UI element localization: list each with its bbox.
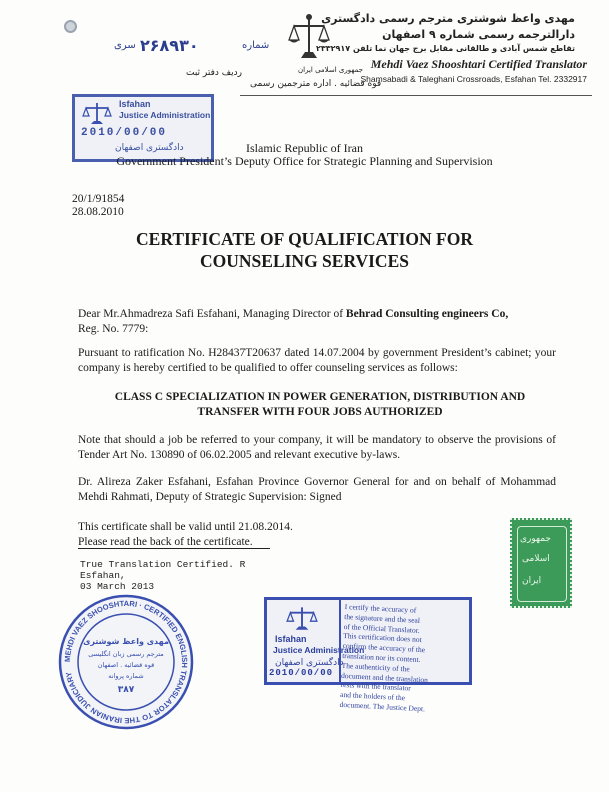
seal-number: ۳۸۷	[117, 685, 135, 695]
seal-outer-text: MEHDI VAEZ SHOOSHTARI · CERTIFIED ENGLISH TRANSLATOR TO THE IRANIAN JUDICIARY	[62, 598, 190, 726]
stamp-top-dept: Justice Administration	[119, 110, 211, 120]
serial-label: شماره	[242, 40, 270, 51]
header-address-en: Shamsabadi & Taleghani Crossroads, Esfahan Tel. 2332917	[360, 74, 587, 84]
stamp-top-code: 2010/00/00	[81, 127, 168, 139]
translation-certification	[80, 559, 245, 592]
punch-hole	[64, 20, 77, 33]
class-line-2: TRANSFER WITH FOUR JOBS AUTHORIZED	[197, 406, 443, 418]
salutation-text: Dear Mr.Ahmadreza Safi Esfahani, Managing Director of	[78, 308, 346, 320]
justice-emblem	[286, 12, 332, 73]
translator-seal	[56, 592, 196, 732]
cert-line-3: 03 March 2013	[80, 581, 155, 592]
revenue-stamp-line-2: اسلامی	[522, 554, 550, 564]
salutation	[78, 307, 556, 337]
validity-block	[78, 520, 293, 550]
seal-fa-4: شماره پروانه	[108, 672, 144, 680]
header-judiciary-fa: قوه قضائیه . اداره مترجمین رسمی	[250, 79, 382, 89]
validity-line: This certificate shall be valid until 21.08.2014.	[78, 521, 293, 533]
scales-icon	[286, 12, 332, 68]
stamp-bottom-text: I certify the accuracy of the signature and the seal of the Official Translator. This certification does not confirm the accuracy of the translation nor its content. The authenticity of the document and the translation rests with the translator and the holders of the document. The Justice Dept.	[339, 602, 429, 714]
class-line-1: CLASS C SPECIALIZATION IN POWER GENERATION, DISTRIBUTION AND	[114, 391, 526, 403]
scales-icon	[81, 100, 113, 126]
signatory-paragraph: Dr. Alireza Zaker Esfahani, Esfahan Province Governor General for and on behalf of Mohammad Mehdi Rahmati, Deputy of Strategic Supervision: Signed	[78, 476, 556, 503]
office-line: Government President’s Deputy Office for Strategic Planning and Supervision	[116, 154, 493, 168]
certificate-title	[0, 228, 609, 272]
registration-number: Reg. No. 7779:	[78, 323, 149, 335]
header-address-fa: تقاطع شمس آبادی و طالقانی مقابل برج جهان نما تلفن ۲۳۳۲۹۱۷	[316, 44, 575, 53]
pursuant-paragraph: Pursuant to ratification No. H28437T20637 dated 14.07.2004 by government President’s cabinet; your company is hereby certified to be qualified to offer counseling services as follows:	[78, 347, 556, 374]
note-paragraph: Note that should a job be referred to your company, it will be mandatory to observe the provisions of Tender Art No. 130890 of 06.02.2005 and relevant executive by-laws.	[78, 434, 556, 461]
revenue-stamp	[510, 518, 572, 608]
header-translator-name-fa: مهدی واعظ شوشتری مترجم رسمی دادگستری	[321, 12, 575, 25]
emblem-caption: جمهوری اسلامی ایران	[298, 66, 363, 74]
cert-line-2: Esfahan,	[80, 570, 126, 581]
country-line: Islamic Republic of Iran	[246, 141, 363, 155]
seal-fa-2: مترجم رسمی زبان انگلیسی	[88, 650, 164, 658]
serial-series: سری	[114, 40, 136, 51]
seal-fa-1: مهدی واعظ شوشتری	[83, 637, 169, 646]
back-notice: Please read the back of the certificate.	[78, 536, 253, 548]
reference-number: 20/1/91854	[72, 193, 125, 205]
scales-icon	[285, 604, 319, 632]
company-name: Behrad Consulting engineers Co,	[345, 308, 509, 320]
seal-fa-3: قوه قضائیه . اصفهان	[97, 661, 155, 669]
header-translator-name-en: Mehdi Vaez Shooshtari Certified Translator	[370, 57, 587, 71]
title-line-2: COUNSELING SERVICES	[200, 251, 409, 271]
header-rule	[240, 95, 592, 96]
stamp-bottom-code: 2010/00/00	[269, 668, 334, 678]
revenue-stamp-line-3: ایران	[522, 576, 542, 586]
cert-line-1: True Translation Certified. R	[80, 559, 246, 570]
stamp-bottom-city: Isfahan	[275, 634, 307, 644]
header-office-fa: دارالترجمه رسمی شماره ۹ اصفهان	[382, 28, 575, 41]
qualification-class	[80, 390, 560, 420]
title-line-1: CERTIFICATE OF QUALIFICATION FOR	[136, 229, 473, 249]
stamp-top-fa: دادگستری اصفهان	[115, 143, 184, 153]
register-row-label: ردیف دفتر ثبت	[186, 68, 242, 78]
justice-stamp-bottom	[264, 597, 472, 714]
stamp-top-city: Isfahan	[119, 99, 151, 109]
stamp-bottom-fa: دادگستری اصفهان	[275, 658, 344, 668]
serial-number: ۲۶۸۹۳۰	[140, 36, 199, 55]
seal-graphic	[56, 592, 196, 732]
reference-date: 28.08.2010	[72, 206, 124, 218]
revenue-stamp-line-1: جمهوری	[520, 534, 551, 544]
validity-underline	[78, 548, 270, 549]
stamp-bottom-dept: Justice Administration	[273, 645, 365, 655]
